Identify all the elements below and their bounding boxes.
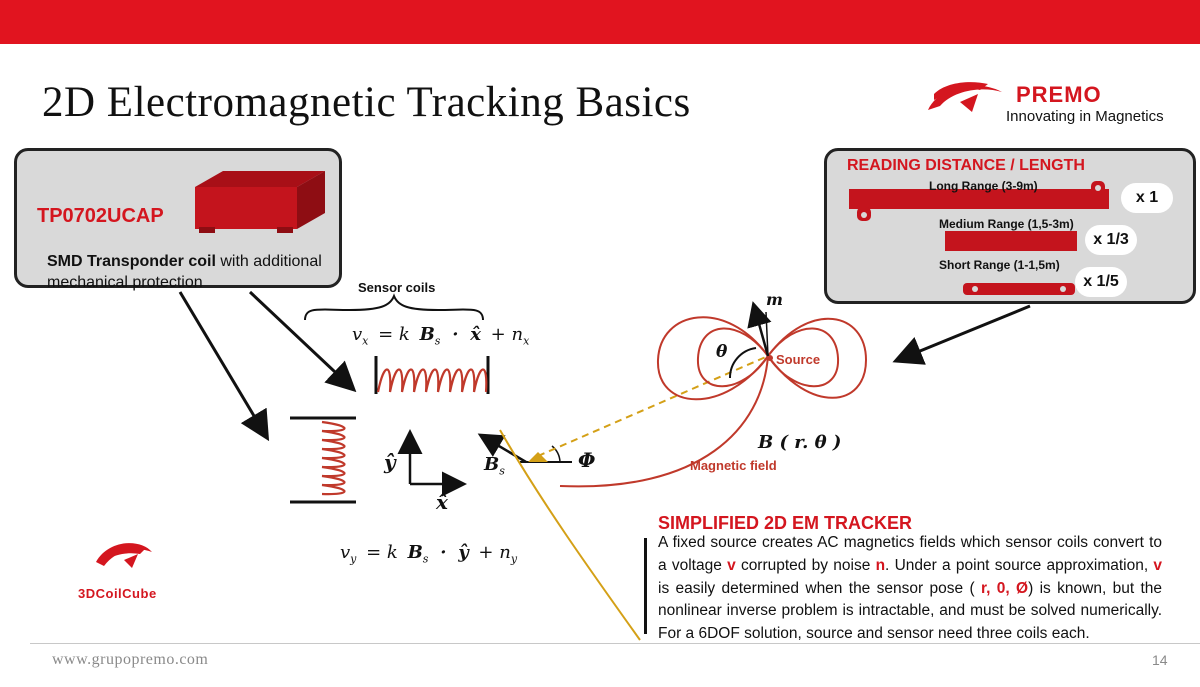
tracker-text-2: corrupted by noise [735,556,876,574]
y-hat-label: ŷ [384,450,396,474]
sensor-coils-label: Sensor coils [358,280,436,295]
eq-x-k: = k [378,324,410,345]
tracker-r0: r, 0, [980,579,1010,597]
reading-distance-title: READING DISTANCE / LENGTH [847,157,1085,174]
eq-y-k: = k [366,542,398,563]
eq-y-b: B [407,542,423,563]
logo-name: PREMO [1016,82,1102,107]
eq-x-b-sub: s [434,334,441,348]
logo-tagline: Innovating in Magnetics [1006,108,1164,125]
footer-url: www.grupopremo.com [52,651,209,668]
multiplier-short: x 1/5 [1075,267,1127,297]
tracker-text-6: ) is known, but the nonlinear inverse problem is intractable, and must be solved numerically. For a 6DOF solution, source and sensor need three coils each. [658,579,1163,643]
bs-label [484,454,505,478]
equation-vx [352,324,529,348]
eq-x-vec: x̂ [470,324,481,345]
range-dashed-line [538,356,768,456]
eq-y-lhs: v [340,542,351,563]
multiplier-medium: x 1/3 [1085,225,1137,255]
product-code: TP0702UCAP [37,205,164,227]
eq-x-lhs-sub: x [362,334,369,348]
eq-x-lhs: v [352,324,363,345]
eq-x-plus: + n [490,324,524,345]
tracker-v2: v [1153,556,1163,574]
3dcoilcube-logo-icon [96,543,152,568]
eq-y-vec: ŷ [458,542,469,563]
tracker-text-3: . Under a point source approximation, [885,556,1154,574]
sensor-coils-brace [305,296,483,320]
tracker-title: SIMPLIFIED 2D EM TRACKER [658,513,913,533]
range-label-medium: Medium Range (1,5-3m) [939,217,1074,231]
bs-label-main: B [484,454,500,475]
eq-y-b-sub: s [422,552,429,566]
horizontal-coil [376,356,488,394]
phi-label: Φ [578,448,596,472]
arrow-product-to-coil [180,292,266,436]
page-number: 14 [1152,652,1168,668]
multiplier-long: x 1 [1121,183,1173,213]
eq-x-b: B [419,324,435,345]
tracker-text-1: A fixed source creates AC magnetics fields which sensor coils convert to a voltage [658,534,1162,574]
tracker-n: n [875,556,886,574]
eq-y-plus: + n [478,542,511,563]
eq-x-dot: · [452,324,459,345]
tracker-phi: Ø [1016,579,1029,597]
m-label: m [766,290,783,309]
page-title: 2D Electromagnetic Tracking Basics [42,79,691,126]
equation-vy [340,542,517,566]
arrow-product-to-sensor [250,292,352,388]
product-desc-rest: with additional mechanical protection [47,253,322,291]
vertical-coil [290,418,356,502]
product-desc-bold: SMD Transponder coil [47,253,216,270]
eq-y-dot: · [440,542,447,563]
3dcoilcube-brand: 3DCoilCube [78,586,157,601]
tracker-description [658,532,1162,646]
sensor-marker [528,452,548,462]
b-field-label: B ( r. θ ) [758,432,842,453]
eq-x-plus-sub: x [523,334,530,348]
eq-y-plus-sub: y [510,552,518,566]
tracker-v: v [727,556,736,574]
eq-y-lhs-sub: y [350,552,357,566]
magnetic-field-label: Magnetic field [690,458,777,473]
theta-label: θ [716,342,728,362]
x-hat-label: x̂ [436,490,448,514]
range-label-short: Short Range (1-1,5m) [939,258,1060,272]
tracker-text-4: is easily determined when the sensor pose ( [658,579,981,597]
source-label: Source [776,352,821,367]
footer-divider [30,643,1200,644]
range-label-long: Long Range (3-9m) [929,179,1038,193]
arrow-panel-to-source [898,306,1030,360]
tracker-side-bar [644,538,647,634]
bs-label-sub: s [499,464,505,478]
